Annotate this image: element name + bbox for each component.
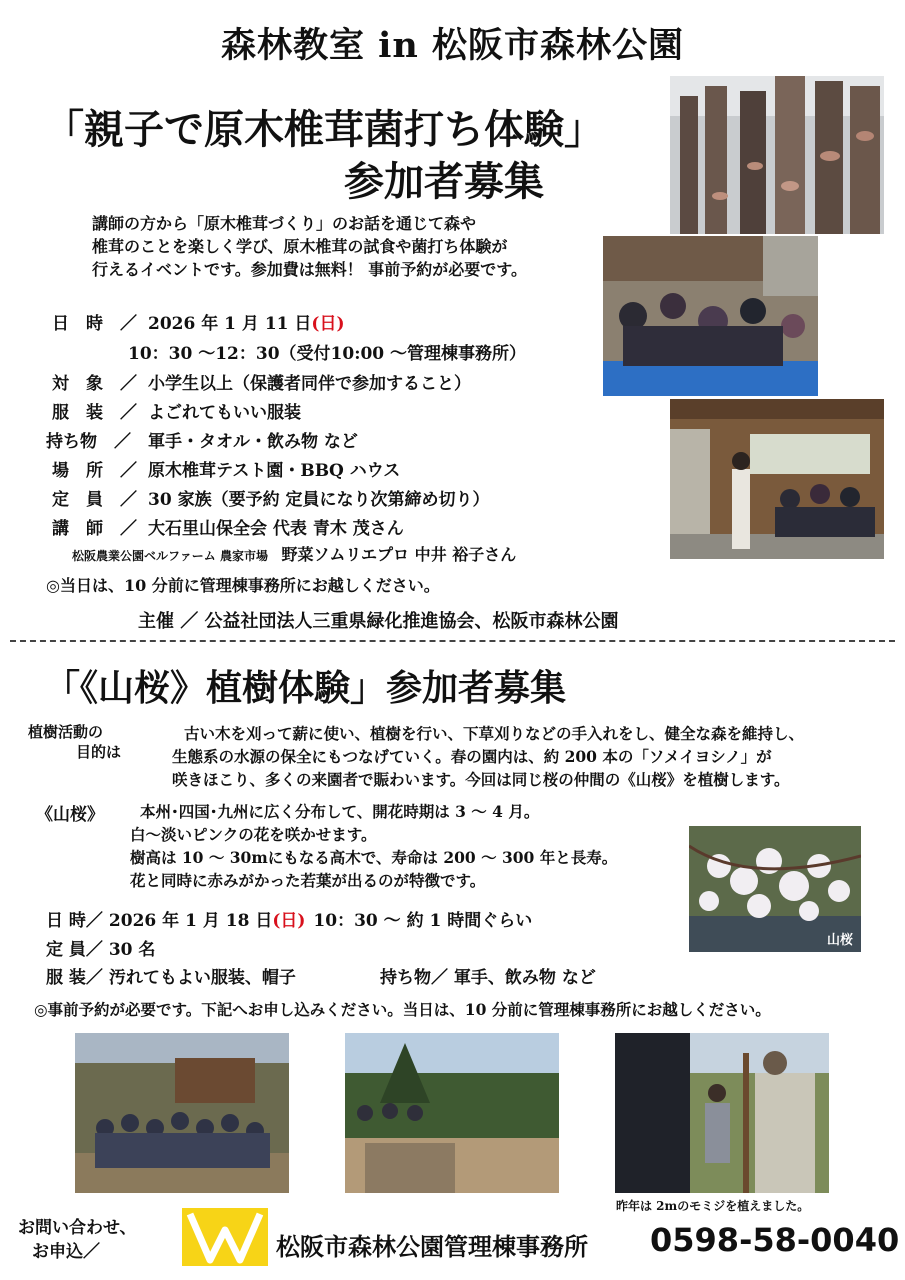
event1-detail-place: 場 所 ／ 原木椎茸テスト園・BBQ ハウス xyxy=(52,461,401,481)
planting-action-photo xyxy=(615,1033,829,1193)
event1-lecturer2: 松阪農業公園ベルファーム 農家市場 野菜ソムリエプロ 中井 裕子さん xyxy=(72,545,517,564)
event1-detail-target: 対 象 ／ 小学生以上（保護者同伴で参加すること） xyxy=(52,374,471,394)
yamazakura-photo xyxy=(689,826,861,952)
event2-date-day: (日) xyxy=(272,911,306,931)
forest-park-logo xyxy=(182,1208,268,1266)
event1-date-day: (日) xyxy=(311,314,345,334)
event2-purpose-text: 古い木を刈って薪に使い、植樹を行い、下草刈りなどの手入れをし、健全な森を維持し、 生態系の水源の保全にもつなげていく。春の園内は、約 200 本の「ソメイヨシノ」が 咲きほこり、多くの来園者で賑わいます。今回は同じ桜の仲間の《山桜》を植樹します。 xyxy=(172,724,805,789)
event2-date: 日 時／ 2026 年 1 月 18 日(日) 10：30 〜 約 1 時間ぐらい xyxy=(46,911,533,931)
event1-detail-lecturer: 講 師 ／ 大石里山保全会 代表 青木 茂さん xyxy=(52,519,404,539)
section-divider xyxy=(10,640,895,642)
planting-site-photo xyxy=(345,1033,559,1193)
event1-detail-capacity: 定 員 ／ 30 家族（要予約 定員になり次第締め切り） xyxy=(52,490,490,510)
office-name: 松阪市森林公園管理棟事務所 xyxy=(276,1232,588,1261)
event1-note: ◎当日は、10 分前に管理棟事務所にお越しください。 xyxy=(46,576,440,595)
event1-date: 日 時 ／ 2026 年 1 月 11 日(日) xyxy=(52,314,345,334)
event2-clothing: 服 装／ 汚れてもよい服装、帽子 xyxy=(46,968,296,988)
phone-number: 0598-58-0040 xyxy=(650,1221,900,1259)
event2-capacity: 定 員／ 30 名 xyxy=(46,940,156,960)
event2-sakura-label: 《山桜》 xyxy=(36,805,104,825)
indoor-lecture-photo xyxy=(670,399,884,559)
contact-label: お問い合わせ、 お申込／ xyxy=(18,1218,137,1262)
event1-time: 10：30 〜12：30（受付10:00 〜管理棟事務所） xyxy=(128,344,527,364)
event2-bring: 持ち物／ 軍手、飲み物 など xyxy=(380,968,596,988)
event-crowd-photo xyxy=(603,236,818,396)
event1-title-line2: 参加者募集 xyxy=(344,158,544,205)
event1-detail-clothing: 服 装 ／ よごれてもいい服装 xyxy=(52,403,301,423)
event1-organizer: 主催 ／ 公益社団法人三重県緑化推進協会、松阪市森林公園 xyxy=(138,611,619,632)
yamazakura-caption: 山桜 xyxy=(826,933,853,948)
last-year-caption: 昨年は 2mのモミジを植えました。 xyxy=(616,1199,810,1213)
event2-note: ◎事前予約が必要です。下記へお申し込みください。当日は、10 分前に管理棟事務所にお越しください。 xyxy=(34,1000,771,1019)
group-photo xyxy=(75,1033,289,1193)
event2-purpose-label: 植樹活動の 目的は xyxy=(28,723,122,761)
shiitake-logs-photo xyxy=(670,76,884,234)
event1-intro: 講師の方から「原木椎茸づくり」のお話を通じて森や 椎茸のことを楽しく学び、原木椎茸の試食や菌打ち体験が 行えるイベントです。参加費は無料！ 事前予約が必要です。 xyxy=(92,214,528,279)
event1-title-line1: 「親子で原木椎茸菌打ち体験」 xyxy=(44,106,604,153)
event1-detail-bring: 持ち物 ／ 軍手・タオル・飲み物 など xyxy=(46,432,358,452)
event2-sakura-text: 本州･四国･九州に広く分布して、開花時期は 3 〜 4 月。 白〜淡いピンクの花を咲かせます。 樹高は 10 〜 30mにもなる高木で、寿命は 200 〜 300 年と長寿。 花と同時に赤みがかった若葉が出るのが特徴です。 xyxy=(130,802,618,890)
page-title: 森林教室 in 松阪市森林公園 xyxy=(220,25,685,66)
event2-title: 「《山桜》植樹体験」参加者募集 xyxy=(44,667,567,709)
